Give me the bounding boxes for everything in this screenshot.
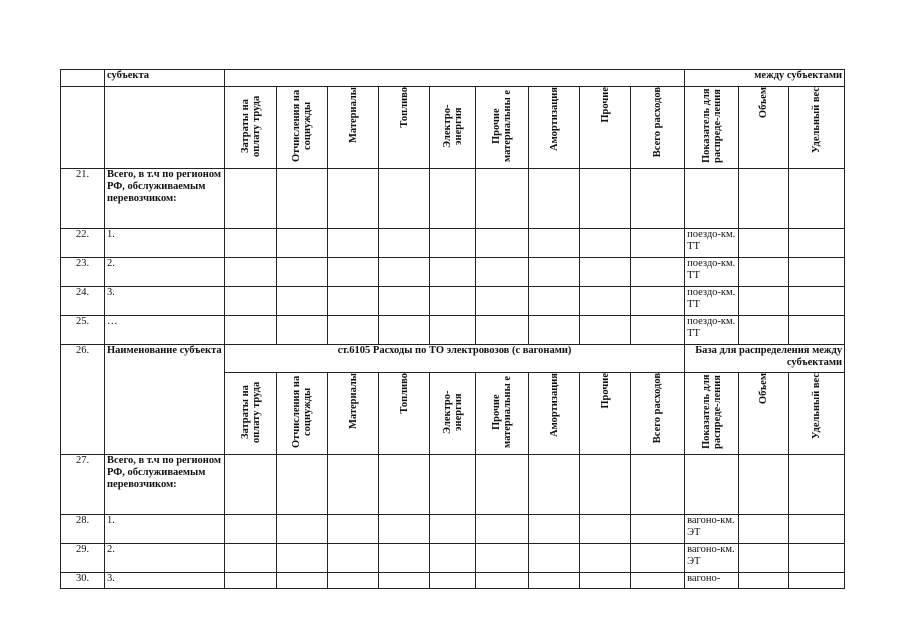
name-cell: [105, 87, 225, 169]
row-number: 23.: [61, 258, 105, 287]
col-header: Электро-энергия: [430, 87, 476, 169]
row-number: 22.: [61, 229, 105, 258]
col-header: Амортизация: [529, 373, 580, 455]
row-number: 24.: [61, 287, 105, 316]
table-row: [61, 316, 845, 345]
row-number: 27.: [61, 455, 105, 515]
section-title: ст.6105 Расходы по ТО электровозов (с вагонами): [225, 345, 685, 373]
col-header: Всего расходов: [631, 373, 685, 455]
col-header: Топливо: [379, 373, 430, 455]
indicator-cell: поездо-км. ТТ: [685, 258, 739, 287]
col-header: Отчисления на соцнужды: [277, 87, 328, 169]
col-header: Амортизация: [529, 87, 580, 169]
table-row: [61, 258, 845, 287]
row-name: 2.: [105, 258, 225, 287]
indicator-cell: [685, 455, 739, 515]
col-header: Прочие: [580, 87, 631, 169]
col-header: Топливо: [379, 87, 430, 169]
col-header: Показатель для распреде-ления: [685, 87, 739, 169]
col-header: Показатель для распреде-ления: [685, 373, 739, 455]
col-header: Удельный вес: [789, 373, 845, 455]
row-number: 26.: [61, 345, 105, 455]
indicator-cell: поездо-км. ТТ: [685, 229, 739, 258]
row-name: 3.: [105, 287, 225, 316]
col-header: Электро-энергия: [430, 373, 476, 455]
indicator-cell: вагоно-: [685, 573, 739, 589]
row-number: 28.: [61, 515, 105, 544]
table-row: [61, 287, 845, 316]
indicator-cell: [685, 169, 739, 229]
col-header: Материалы: [328, 373, 379, 455]
table-row: [61, 573, 845, 589]
col-header: Затраты на оплату труда: [225, 87, 277, 169]
cost-title-cell: [225, 70, 685, 87]
col-header: Объем: [739, 87, 789, 169]
column-header-row: [61, 87, 845, 169]
row-number: 30.: [61, 573, 105, 589]
row-number: 25.: [61, 316, 105, 345]
row-number: 21.: [61, 169, 105, 229]
row-name: 1.: [105, 515, 225, 544]
num-cell: [61, 70, 105, 87]
table-row: [61, 229, 845, 258]
base-header-cell: между субъектами: [685, 70, 845, 87]
row-name: 2.: [105, 544, 225, 573]
indicator-cell: вагоно-км. ЭТ: [685, 544, 739, 573]
table-row: [61, 455, 845, 515]
row-name: Всего, в т.ч по регионом РФ, обслуживаемым перевозчиком:: [105, 455, 225, 515]
subject-header-cell: субъекта: [105, 70, 225, 87]
row-name: 3.: [105, 573, 225, 589]
row-name: 1.: [105, 229, 225, 258]
col-header: Затраты на оплату труда: [225, 373, 277, 455]
table-row: [61, 515, 845, 544]
col-header: Всего расходов: [631, 87, 685, 169]
cost-distribution-table: [60, 69, 845, 589]
name-header: Наименование субъекта: [105, 345, 225, 455]
section-header-row: [61, 345, 845, 373]
col-header: Прочие: [580, 373, 631, 455]
base-header: База для распределения между субъектами: [685, 345, 845, 373]
col-header: Прочие материальны е: [476, 373, 529, 455]
row-name: …: [105, 316, 225, 345]
indicator-cell: поездо-км. ТТ: [685, 316, 739, 345]
row-number: 29.: [61, 544, 105, 573]
table-row: [61, 544, 845, 573]
col-header: Прочие материальны е: [476, 87, 529, 169]
col-header: Объем: [739, 373, 789, 455]
num-cell: [61, 87, 105, 169]
indicator-cell: вагоно-км. ЭТ: [685, 515, 739, 544]
indicator-cell: поездо-км. ТТ: [685, 287, 739, 316]
table-row: [61, 169, 845, 229]
continuation-header-row: [61, 70, 845, 87]
row-name: Всего, в т.ч по регионом РФ, обслуживаемым перевозчиком:: [105, 169, 225, 229]
col-header: Удельный вес: [789, 87, 845, 169]
col-header: Отчисления на соцнужды: [277, 373, 328, 455]
col-header: Материалы: [328, 87, 379, 169]
